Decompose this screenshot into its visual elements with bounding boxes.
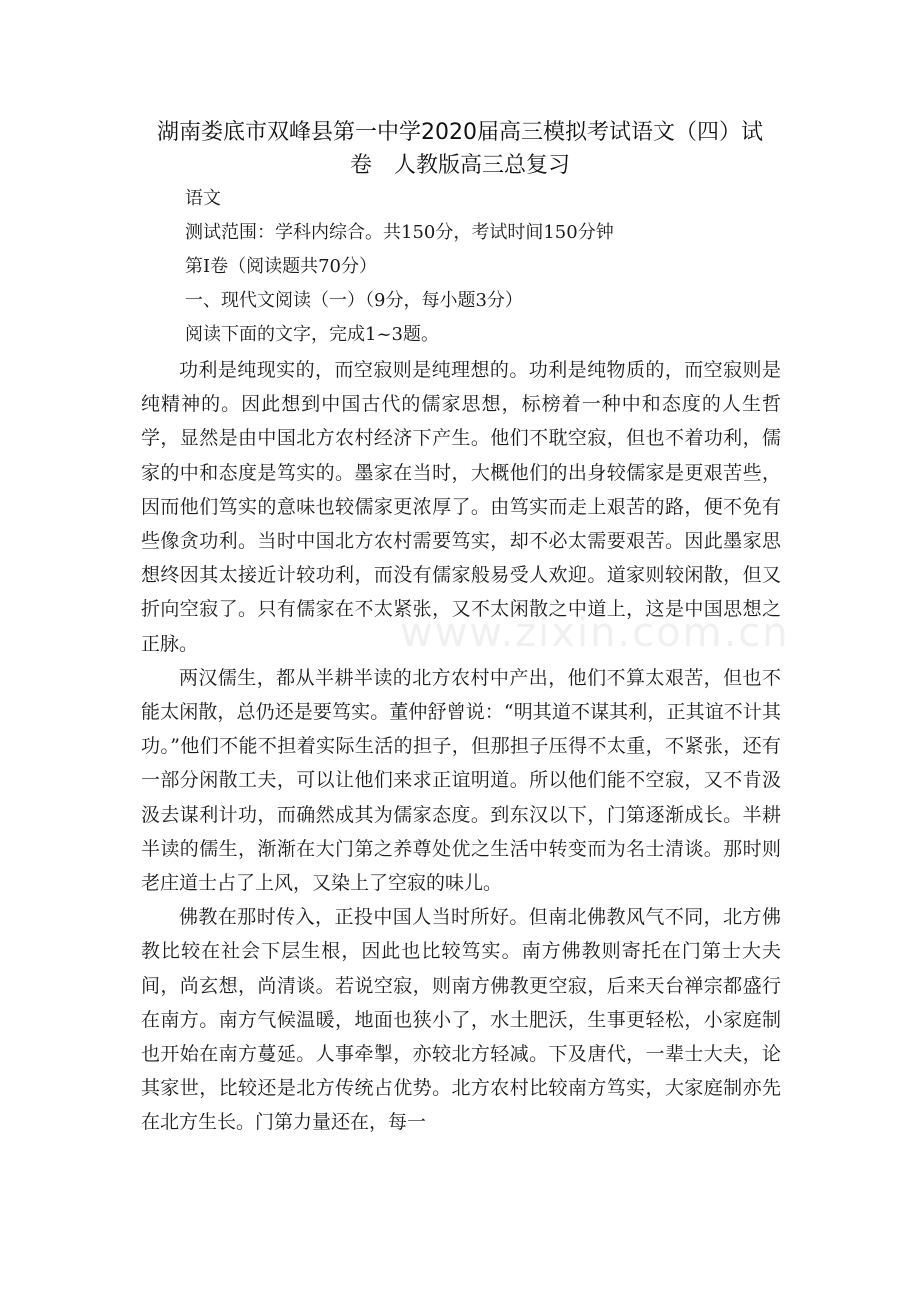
subject-label: 语文: [185, 188, 221, 209]
reading-passage: [141, 353, 781, 1140]
document-title: [140, 116, 780, 182]
title-line-2: 卷 人教版高三总复习: [349, 153, 570, 178]
reading-instruction: 阅读下面的文字，完成1~3题。: [185, 324, 439, 345]
passage-paragraph-2: 两汉儒生，都从半耕半读的北方农村中产出，他们不算太艰苦，但也不能太闲散，总仍还是要笃实。董仲舒曾说：“明其道不谋其利，正其谊不计其功。”他们不能不担着实际生活的担子，但那担子压得不太重，不紧张，还有一部分闲散工夫，可以让他们来求正谊明道。所以他们能不空寂，又不肯汲汲去谋利计功，而确然成其为儒家态度。到东汉以下，门第逐渐成长。半耕半读的儒生，渐渐在大门第之养尊处优之生活中转变而为名士清谈。那时则老庄道士占了上风，又染上了空寂的味儿。: [141, 666, 781, 895]
site-watermark: www.zixin.com.cn: [400, 610, 790, 656]
volume-heading: 第Ⅰ卷（阅读题共70分）: [185, 256, 378, 277]
title-line-1: 湖南娄底市双峰县第一中学2020届高三模拟考试语文（四）试: [157, 120, 763, 145]
passage-paragraph-3: 佛教在那时传入，正投中国人当时所好。但南北佛教风气不同，北方佛教比较在社会下层生根，因此也比较笃实。南方佛教则寄托在门第士大夫间，尚玄想，尚清谈。若说空寂，则南方佛教更空寂，后来天台禅宗都盛行在南方。南方气候温暖，地面也狭小了，水土肥沃，生事更轻松，小家庭制也开始在南方蔓延。人事牵掣，亦较北方轻减。下及唐代，一辈士大夫，论其家世，比较还是北方传统占优势。北方农村比较南方笃实，大家庭制亦先在北方生长。门第力量还在，每一: [141, 906, 781, 1134]
section-heading: 一、现代文阅读（一）（9分，每小题3分）: [185, 290, 523, 311]
passage-paragraph-1: 功利是纯现实的，而空寂则是纯理想的。功利是纯物质的，而空寂则是纯精神的。因此想到中国古代的儒家思想，标榜着一种中和态度的人生哲学，显然是由中国北方农村经济下产生。他们不耽空寂，但也不着功利，儒家的中和态度是笃实的。墨家在当时，大概他们的出身较儒家是更艰苦些，因而他们笃实的意味也较儒家更浓厚了。由笃实而走上艰苦的路，便不免有些像贪功利。当时中国北方农村需要笃实，却不必太需要艰苦。因此墨家思想终因其太接近计较功利，而没有儒家般易受人欢迎。道家则较闲散，但又折向空寂了。只有儒家在不太紧张，又不太闲散之中道上，这是中国思想之正脉。: [141, 359, 781, 655]
test-scope: 测试范围：学科内综合。共150分，考试时间150分钟: [185, 222, 614, 243]
